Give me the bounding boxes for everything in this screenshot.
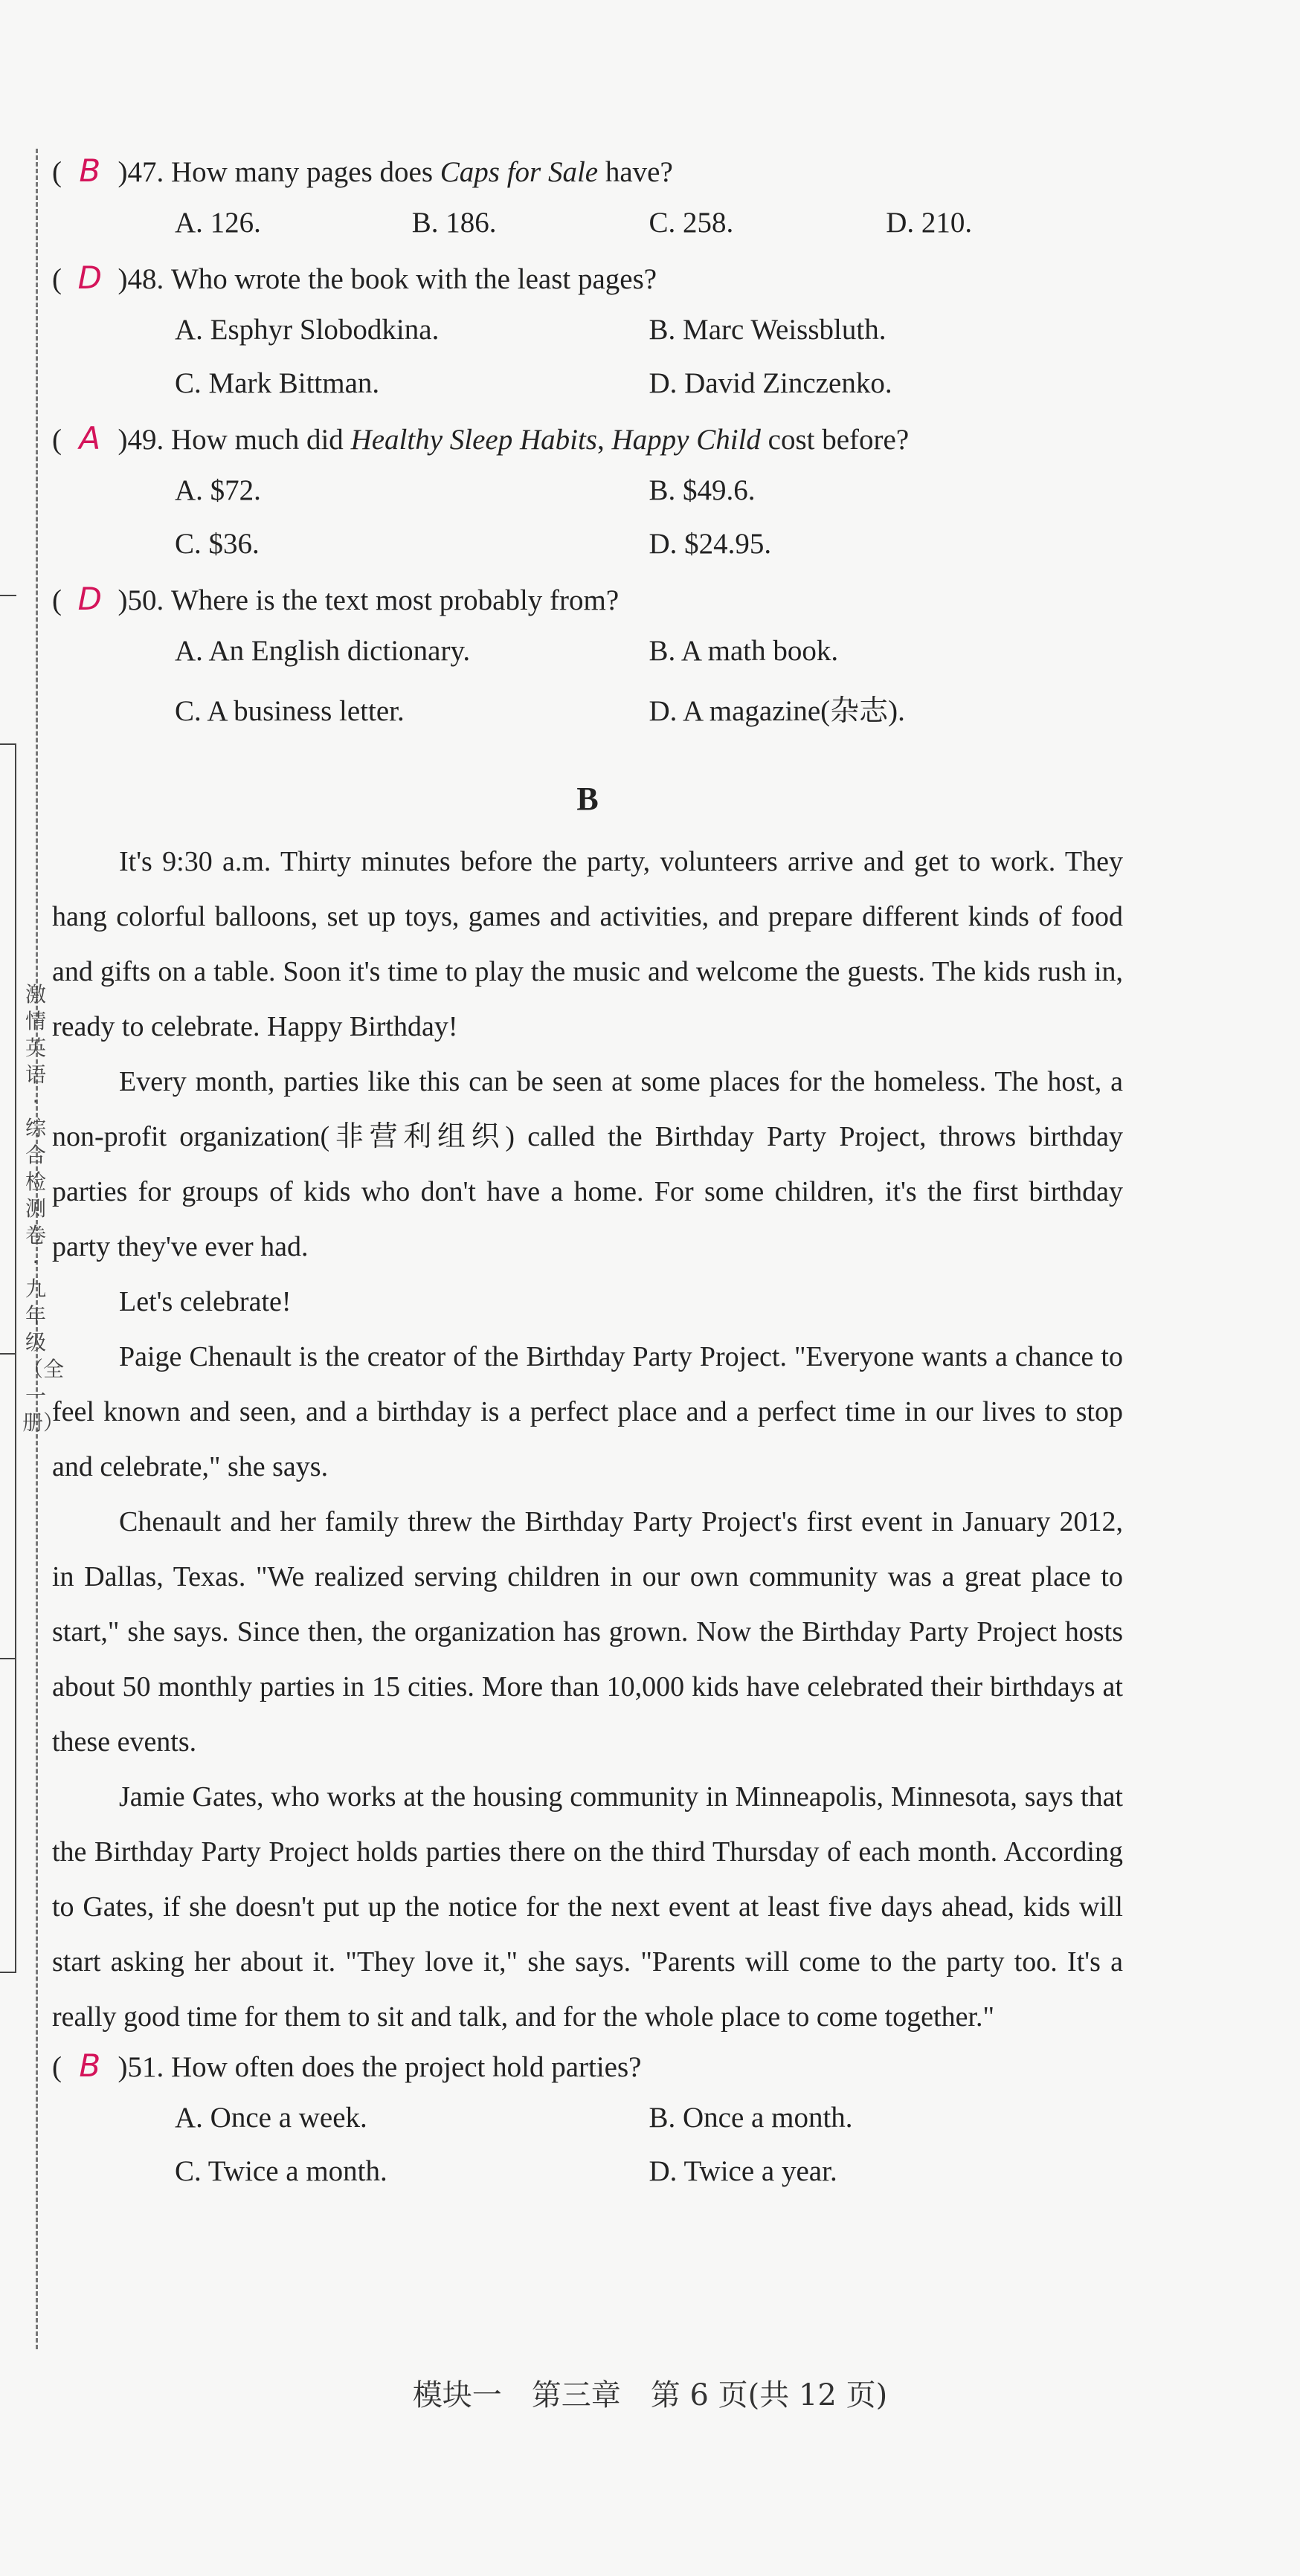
- option-b: B. Once a month.: [649, 2102, 853, 2134]
- option-b: B. $49.6.: [649, 474, 756, 506]
- option-d: D. 210.: [886, 207, 973, 239]
- option-b: B. A math book.: [649, 635, 839, 667]
- question-number: 49: [127, 424, 157, 456]
- question-51: [52, 2047, 1123, 2101]
- option-d: D. $24.95.: [649, 528, 772, 560]
- side-caption: 激情英语·综合检测卷·九年级（全一册）: [22, 982, 65, 1435]
- question-stem: How often does the project hold parties?: [171, 2051, 642, 2083]
- question-48: [52, 259, 1123, 313]
- answer-slot: ( D )48.: [52, 259, 164, 296]
- answer-mark: B: [79, 152, 101, 189]
- option-a: A. Esphyr Slobodkina.: [175, 314, 440, 346]
- question-stem: Who wrote the book with the least pages?: [171, 263, 657, 295]
- page-footer: 模块一 第三章 第 6 页(共 12 页): [412, 2378, 888, 2412]
- option-c: C. A business letter.: [175, 695, 405, 727]
- question-stem: Where is the text most probably from?: [171, 584, 620, 616]
- option-b: B. 186.: [411, 207, 497, 239]
- option-d: D. David Zinczenko.: [649, 367, 892, 399]
- passage-paragraph: Jamie Gates, who works at the housing community in Minneapolis, Minnesota, says that the Birthday Party Project holds parties there on the third Thursday of each month. According to Gates, if she doesn't put up the notice for the next event at least five days ahead, kids will start asking her about it. "They love it," she says. "Parents will come to the party too. It's a really good time for them to sit and talk, and for the whole place to come together.": [52, 1781, 1123, 2033]
- binding-tick: [0, 1658, 16, 1659]
- options-row: [52, 634, 1123, 688]
- passage-subheading: Let's celebrate!: [119, 1286, 292, 1317]
- options-row: [52, 2154, 1123, 2208]
- question-number: 48: [127, 263, 157, 295]
- question-47: [52, 152, 1123, 206]
- binding-tick: [0, 1353, 16, 1355]
- options-row: [52, 527, 1123, 581]
- passage-paragraph: It's 9:30 a.m. Thirty minutes before the party, volunteers arrive and get to work. They hang colorful balloons, set up toys, games and activities, and prepare different kinds of food and gifts on a table. Soon it's time to play the music and welcome the guests. The kids rush in, ready to celebrate. Happy Birthday!: [52, 846, 1123, 1042]
- question-50: [52, 581, 1123, 634]
- answer-slot: ( B )47.: [52, 152, 164, 189]
- option-c: C. $36.: [175, 528, 260, 560]
- option-a: A. Once a week.: [175, 2102, 367, 2134]
- answer-slot: ( B )51.: [52, 2047, 164, 2084]
- option-c: C. 258.: [649, 207, 734, 239]
- answer-slot: ( A )49.: [52, 420, 164, 456]
- options-row: [52, 2101, 1123, 2154]
- options-row: [52, 688, 1123, 741]
- options-row: [52, 367, 1123, 420]
- question-49: [52, 420, 1123, 474]
- question-number: 47: [127, 156, 157, 188]
- passage-paragraph: Chenault and her family threw the Birthday Party Project's first event in January 2012, in Dallas, Texas. "We realized serving children in our own community was a great place to start," she says. Since then, the organization has grown. Now the Birthday Party Project hosts about 50 monthly parties in 15 cities. More than 10,000 kids have celebrated their birthdays at these events.: [52, 1506, 1123, 1757]
- option-d: D. A magazine(杂志).: [649, 695, 905, 727]
- answer-mark: B: [79, 2047, 101, 2084]
- question-stem: How much did Healthy Sleep Habits, Happy Child cost before?: [171, 424, 910, 456]
- question-number: 50: [127, 584, 157, 616]
- answer-mark: D: [77, 259, 102, 296]
- binding-margin-box: [0, 743, 16, 1973]
- answer-mark: A: [79, 420, 101, 456]
- option-c: C. Twice a month.: [175, 2155, 387, 2187]
- option-a: A. $72.: [175, 474, 261, 506]
- option-a: A. 126.: [175, 207, 261, 239]
- options-row: [52, 206, 1123, 259]
- binding-tick: [0, 595, 16, 596]
- options-row: [52, 474, 1123, 527]
- options-row: [52, 313, 1123, 367]
- question-stem: How many pages does Caps for Sale have?: [171, 156, 673, 188]
- section-title: B: [576, 781, 599, 817]
- passage-paragraph: Every month, parties like this can be seen at some places for the homeless. The host, a non-profit organization(非营利组织) called the Birthday Party Project, throws birthday parties for groups of kids who don't have a home. For some children, it's the first birthday party they've ever had.: [52, 1066, 1123, 1262]
- question-number: 51: [127, 2051, 157, 2083]
- option-a: A. An English dictionary.: [175, 635, 471, 667]
- option-c: C. Mark Bittman.: [175, 367, 380, 399]
- answer-slot: ( D )50.: [52, 581, 164, 617]
- passage-paragraph: Paige Chenault is the creator of the Birthday Party Project. "Everyone wants a chance to feel known and seen, and a birthday is a perfect place and a perfect time in our lives to stop and celebrate," she says.: [52, 1341, 1123, 1482]
- page-content: [52, 152, 1123, 2208]
- option-b: B. Marc Weissbluth.: [649, 314, 886, 346]
- option-d: D. Twice a year.: [649, 2155, 837, 2187]
- answer-mark: D: [77, 581, 102, 617]
